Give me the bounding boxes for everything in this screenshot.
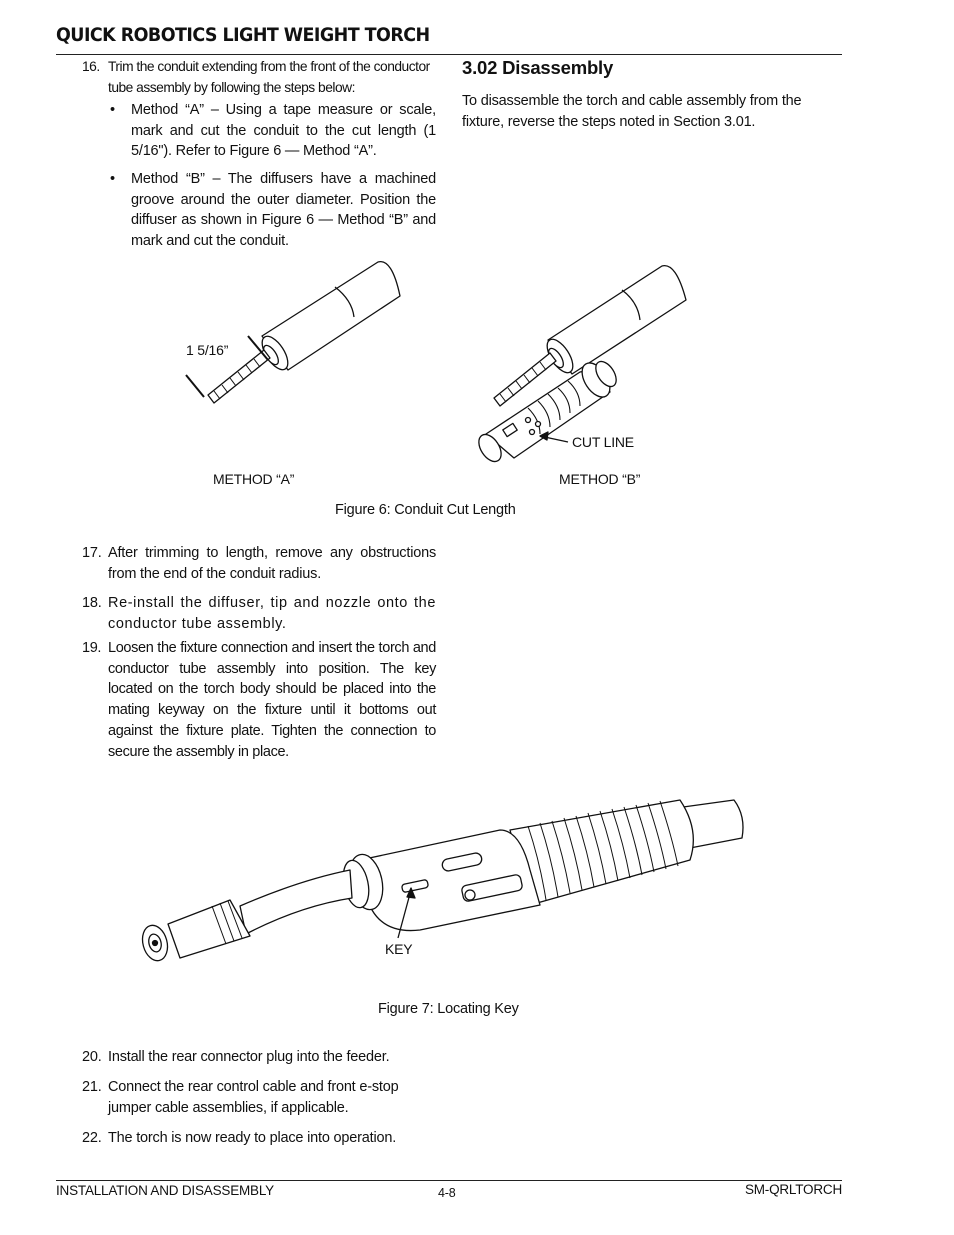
section-heading: 3.02 Disassembly	[462, 57, 614, 78]
step-text: Install the rear connector plug into the feeder.	[108, 1049, 390, 1065]
page-header-title: QUICK ROBOTICS LIGHT WEIGHT TORCH	[56, 24, 430, 46]
step-text: The torch is now ready to place into operation.	[108, 1130, 397, 1146]
bullet-dot: •	[110, 171, 115, 187]
step-number: 21.	[82, 1079, 102, 1095]
figure-6-caption: Figure 6: Conduit Cut Length	[335, 502, 516, 518]
bullet-text: Method “A” – Using a tape measure or scale, mark and cut the conduit to the cut length (1 5/16"). Refer to Figure 6 — Method “A”.	[131, 102, 436, 160]
step-text: After trimming to length, remove any obstructions from the end of the conduit radius.	[108, 545, 436, 582]
step-number: 20.	[82, 1049, 102, 1065]
dimension-label: 1 5/16”	[186, 342, 229, 358]
method-b-label: METHOD “B”	[559, 471, 641, 487]
step-number: 19.	[82, 640, 102, 656]
step-22	[82, 1128, 462, 1149]
bullet-text: Method “B” – The diffusers have a machined groove around the outer diameter. Position the diffuser as shown in Figure 6 — Method “B” and mark and cut the conduit.	[131, 171, 436, 250]
step-text: Trim the conduit extending from the front of the conductor tube assembly by following the steps below:	[108, 59, 430, 95]
figure-7-caption: Figure 7: Locating Key	[378, 1001, 519, 1017]
section-body: To disassemble the torch and cable assembly from the fixture, reverse the steps noted in Section 3.01.	[462, 93, 802, 130]
footer-divider	[56, 1180, 842, 1181]
step-number: 16.	[82, 59, 100, 74]
page-number: 4-8	[438, 1186, 456, 1200]
step-text: Re-install the diffuser, tip and nozzle onto the conductor tube assembly.	[108, 595, 436, 632]
method-a-label: METHOD “A”	[213, 471, 295, 487]
cut-line-label: CUT LINE	[572, 434, 634, 450]
footer-right: SM-QRLTORCH	[744, 1182, 842, 1197]
step-20	[82, 1047, 462, 1068]
step-21	[82, 1077, 436, 1118]
step-text: Connect the rear control cable and front e-stop jumper cable assemblies, if applicable.	[108, 1079, 399, 1116]
bullet-dot: •	[110, 102, 115, 118]
step-number: 22.	[82, 1130, 102, 1146]
footer-left: INSTALLATION AND DISASSEMBLY	[56, 1183, 274, 1198]
key-label: KEY	[385, 941, 413, 957]
step-text: Loosen the fixture connection and insert the torch and conductor tube assembly into position. The key located on the torch body should be placed into the mating keyway on the fixture until it bottoms out against the fixture plate. Tighten the connection to secure the assembly in place.	[108, 640, 436, 760]
step-number: 17.	[82, 545, 102, 561]
step-number: 18.	[82, 595, 102, 611]
